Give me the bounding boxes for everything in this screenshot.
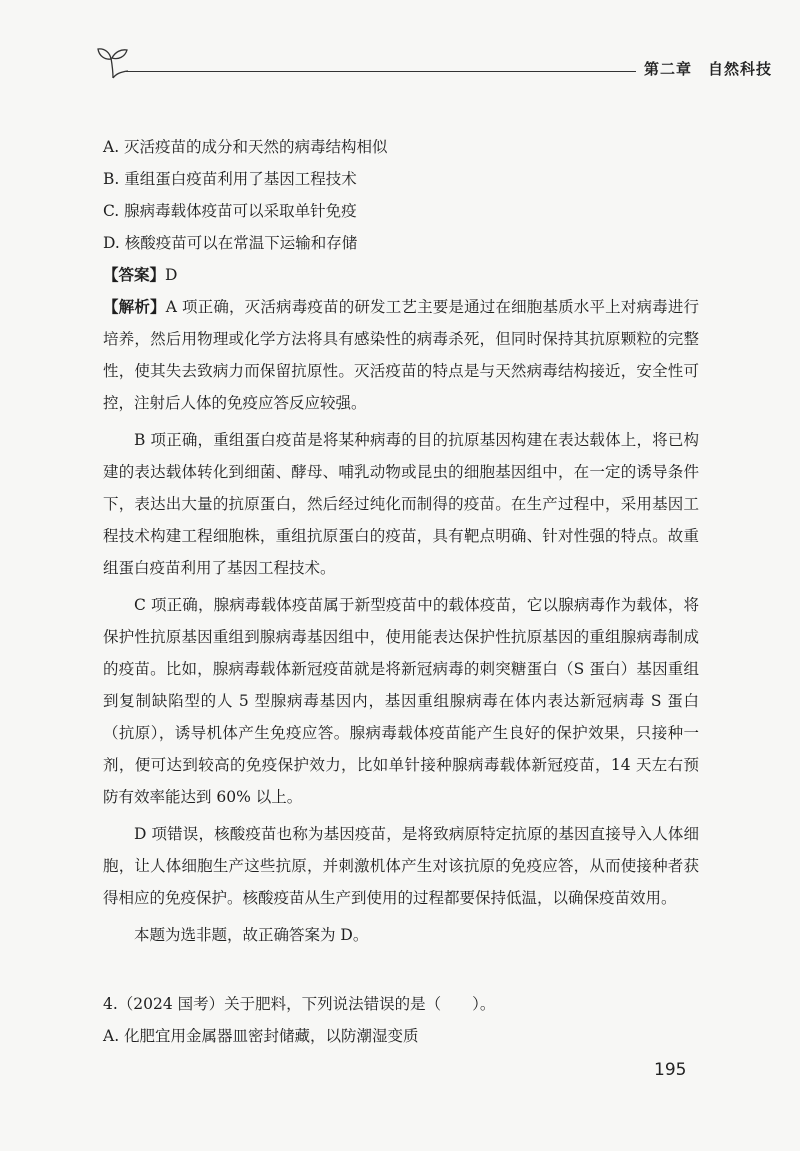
page-content — [103, 131, 699, 1052]
page-header — [96, 44, 773, 84]
option-d: D. 核酸疫苗可以在常温下运输和存储 — [103, 234, 358, 252]
header-rule — [126, 71, 636, 72]
sprout-icon — [96, 44, 130, 80]
analysis-paragraph-d: D 项错误，核酸疫苗也称为基因疫苗，是将致病原特定抗原的基因直接导入人体细胞，让人体细胞生产这些抗原，并刺激机体产生对该抗原的免疫应答，从而使接种者获得相应的免疫保护。核酸疫苗从生产到使用的过程都要保持低温，以确保疫苗效用。 — [103, 825, 699, 907]
chapter-title: 第二章 自然科技 — [644, 60, 773, 78]
analysis-a-text: A 项正确，灭活病毒疫苗的研发工艺主要是通过在细胞基质水平上对病毒进行培养，然后用物理或化学方法将具有感染性的病毒杀死，但同时保持其抗原颗粒的完整性，使其失去致病力而保留抗原性。灭活疫苗的特点是与天然病毒结构接近，安全性可控，注射后人体的免疫应答反应较强。 — [103, 298, 699, 412]
page-number: 195 — [654, 1060, 687, 1080]
option-b: B. 重组蛋白疫苗利用了基因工程技术 — [103, 170, 357, 188]
question-option-a: A. 化肥宜用金属器皿密封储藏，以防潮湿变质 — [103, 1027, 419, 1045]
question-stem: 4.（2024 国考）关于肥料，下列说法错误的是（ ）。 — [103, 995, 496, 1013]
answer-label: 【答案】 — [103, 266, 166, 284]
answer-line — [103, 259, 699, 291]
analysis-paragraph-a — [103, 291, 699, 419]
answer-value: D — [165, 266, 178, 284]
analysis-conclusion: 本题为选非题，故正确答案为 D。 — [134, 926, 369, 944]
analysis-paragraph-c: C 项正确，腺病毒载体疫苗属于新型疫苗中的载体疫苗，它以腺病毒作为载体，将保护性抗原基因重组到腺病毒基因组中，使用能表达保护性抗原基因的重组腺病毒制成的疫苗。比如，腺病毒载体新冠疫苗就是将新冠病毒的刺突糖蛋白（S 蛋白）基因重组到复制缺陷型的人 5 型腺病毒基因内，基因重组腺病毒在体内表达新冠病毒 S 蛋白（抗原），诱导机体产生免疫应答。腺病毒载体疫苗能产生良好的保护效果，只接种一剂，便可达到较高的免疫保护效力，比如单针接种腺病毒载体新冠疫苗，14 天左右预防有效率能达到 60% 以上。 — [103, 596, 699, 806]
option-c: C. 腺病毒载体疫苗可以采取单针免疫 — [103, 202, 357, 220]
option-a: A. 灭活疫苗的成分和天然的病毒结构相似 — [103, 138, 388, 156]
analysis-paragraph-b: B 项正确，重组蛋白疫苗是将某种病毒的目的抗原基因构建在表达载体上，将已构建的表达载体转化到细菌、酵母、哺乳动物或昆虫的细胞基因组中，在一定的诱导条件下，表达出大量的抗原蛋白，然后经过纯化而制得的疫苗。在生产过程中，采用基因工程技术构建工程细胞株，重组抗原蛋白的疫苗，具有靶点明确、针对性强的特点。故重组蛋白疫苗利用了基因工程技术。 — [103, 431, 699, 577]
analysis-label: 【解析】 — [103, 298, 166, 316]
